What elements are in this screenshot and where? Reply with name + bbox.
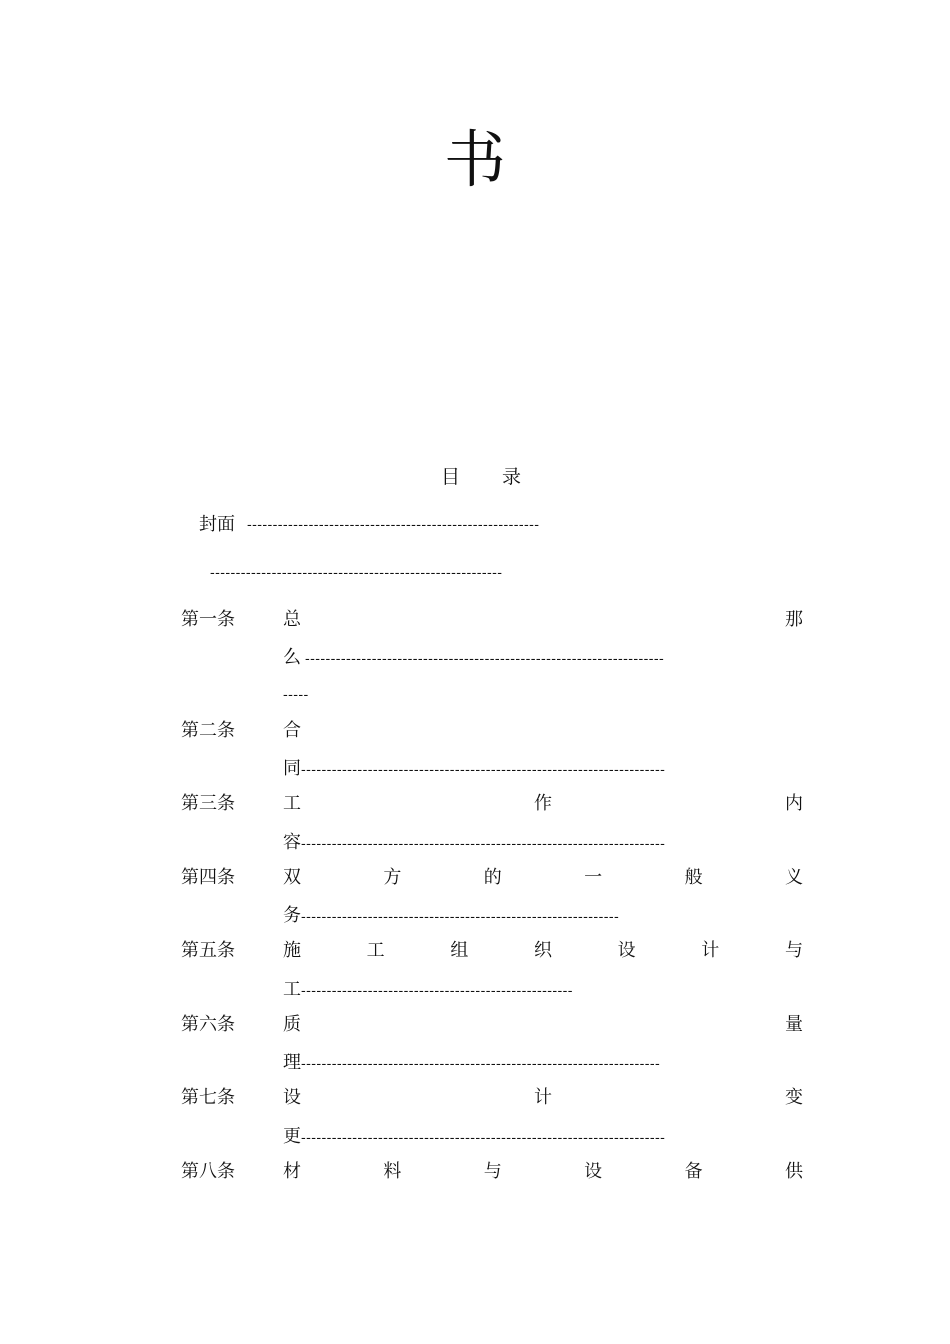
article-1-leader: ---------------------------------------------------------------------- [305, 651, 665, 667]
article-6-title-char: 量 [785, 1014, 803, 1035]
toc-entry-cover-leader: --------------------------------------------------------- [247, 517, 540, 533]
toc-entry-cover-label: 封面 [199, 514, 235, 535]
article-5-title-char: 工 [366, 940, 385, 961]
article-5-title-char: 施 [283, 940, 301, 961]
article-6-line2 [283, 1050, 784, 1077]
article-6-title-char: 质 [283, 1014, 301, 1035]
article-4-leader: -------------------------------------------------------------- [301, 909, 620, 925]
article-7-title [283, 1085, 803, 1111]
article-7-leader: ----------------------------------------------------------------------- [301, 1130, 666, 1146]
article-3-title [283, 791, 803, 817]
article-6-title [283, 1012, 803, 1038]
article-1-leader-tail: ----- [283, 687, 309, 703]
article-4-title-end: 务 [283, 905, 301, 926]
article-8-title-char: 与 [483, 1161, 502, 1182]
article-4-title-char: 义 [784, 867, 803, 888]
article-8-title [283, 1159, 803, 1185]
article-5-title-char: 设 [617, 940, 636, 961]
article-4-line2 [283, 903, 731, 930]
article-3-title-char: 内 [785, 793, 803, 814]
article-8-title-char: 料 [383, 1161, 402, 1182]
article-3-line2 [283, 830, 791, 857]
article-3-title-char: 工 [283, 793, 301, 814]
article-8-title-char: 备 [684, 1161, 703, 1182]
article-7-number: 第七条 [181, 1087, 235, 1108]
article-1-line3 [283, 682, 309, 708]
article-5-line2 [283, 977, 681, 1004]
article-5-title [283, 938, 803, 964]
article-8-title-char: 设 [584, 1161, 603, 1182]
article-7-title-char: 变 [785, 1087, 803, 1108]
article-4-number: 第四条 [181, 867, 235, 888]
article-5-title-end: 工 [283, 979, 301, 1000]
article-8-title-char: 供 [784, 1161, 803, 1182]
article-2-leader: ----------------------------------------------------------------------- [301, 762, 666, 778]
article-6-leader: ---------------------------------------------------------------------- [301, 1056, 661, 1072]
article-7-title-end: 更 [283, 1126, 301, 1147]
article-8-number: 第八条 [181, 1161, 235, 1182]
article-5-title-char: 组 [450, 940, 469, 961]
article-7-line2 [283, 1124, 791, 1151]
article-1-title-right: 那 [785, 609, 803, 630]
article-8-title-char: 材 [283, 1161, 301, 1182]
article-2-title-end: 同 [283, 758, 301, 779]
article-1-number: 第一条 [181, 609, 235, 630]
article-5-number: 第五条 [181, 940, 235, 961]
article-5-title-char: 与 [784, 940, 803, 961]
article-4-title-char: 般 [684, 867, 703, 888]
article-3-title-char: 作 [534, 793, 552, 814]
article-4-title-char: 双 [283, 867, 301, 888]
article-6-number: 第六条 [181, 1014, 235, 1035]
article-4-title-char: 的 [483, 867, 502, 888]
article-7-title-char: 设 [283, 1087, 301, 1108]
article-5-title-char: 织 [533, 940, 552, 961]
toc-entry-cover-leader-2: --------------------------------------------------------- [210, 565, 503, 581]
article-2-number: 第二条 [181, 720, 235, 741]
article-1-line2 [283, 645, 805, 672]
article-7-title-char: 计 [534, 1087, 552, 1108]
article-4-title-char: 一 [584, 867, 603, 888]
article-5-leader: ----------------------------------------------------- [301, 983, 573, 999]
article-1-title-left: 总 [283, 609, 301, 630]
article-2-title-start: 合 [283, 720, 301, 741]
toc-title: 目 录 [440, 466, 540, 488]
article-3-title-end: 容 [283, 832, 301, 853]
article-3-leader: ----------------------------------------------------------------------- [301, 836, 666, 852]
article-5-title-char: 计 [701, 940, 720, 961]
article-2-line2 [283, 756, 791, 783]
article-3-number: 第三条 [181, 793, 235, 814]
article-4-title-char: 方 [383, 867, 402, 888]
article-1-title [283, 607, 803, 633]
article-1-title-end: 么 [283, 647, 301, 668]
cover-title: 书 [443, 123, 506, 196]
article-4-title [283, 865, 803, 891]
article-6-title-end: 理 [283, 1052, 301, 1073]
